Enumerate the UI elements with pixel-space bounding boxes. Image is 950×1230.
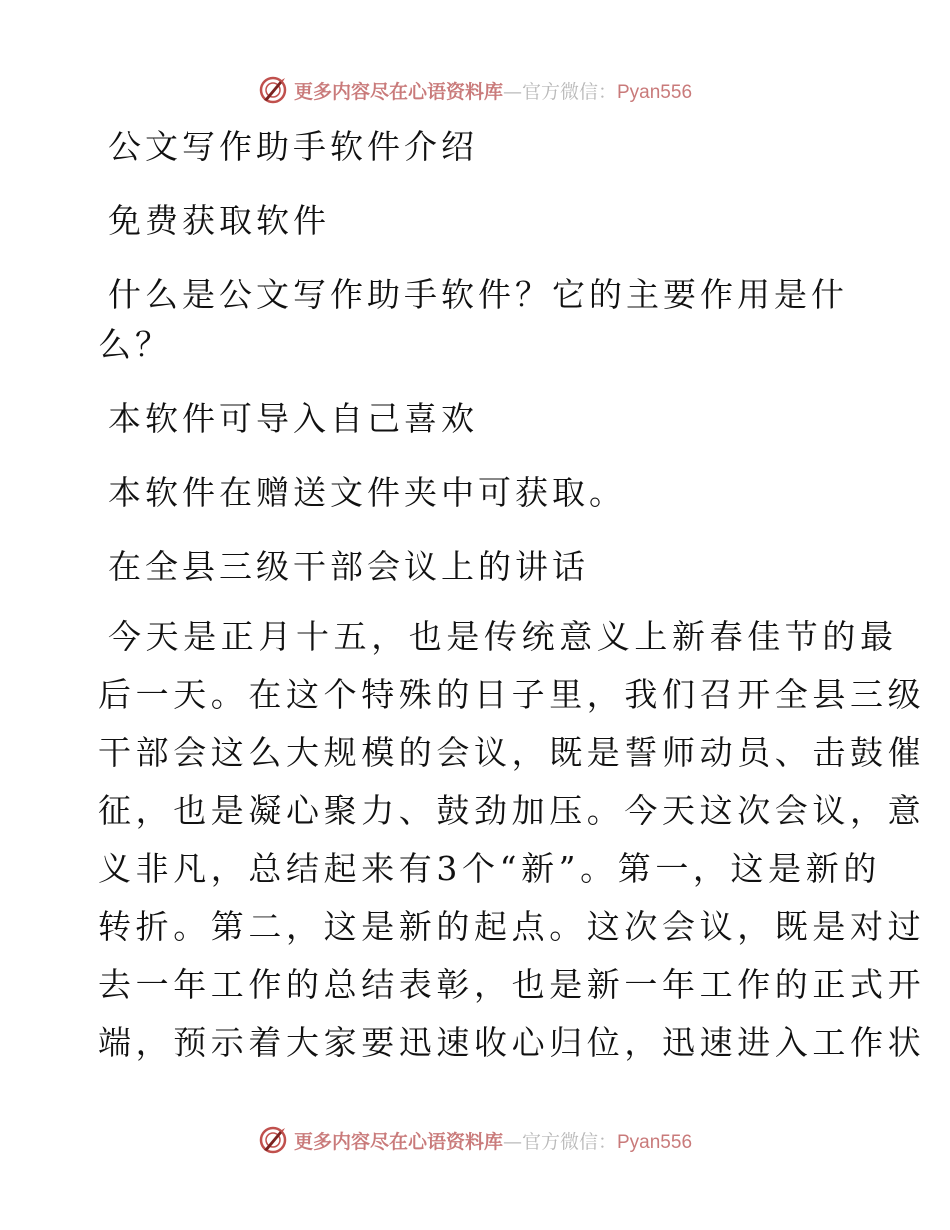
paragraph-line: 征，也是凝心聚力、鼓劲加压。今天这次会议，意: [98, 791, 926, 830]
watermark-separator: —: [502, 80, 522, 103]
watermark-wechat-id: Pyan556: [617, 81, 693, 103]
watermark-text: [294, 1127, 692, 1154]
paragraph-line: 后一天。在这个特殊的日子里，我们召开全县三级: [98, 675, 926, 714]
doc-line-software-intro: 公文写作助手软件介绍: [108, 127, 478, 166]
header-watermark: [0, 70, 950, 110]
watermark-brand: 更多内容尽在心语资料库: [293, 80, 503, 103]
speech-paragraph: [98, 608, 926, 1072]
doc-line-what-is-software: [98, 270, 858, 370]
watermark-separator: —: [502, 1130, 522, 1153]
watermark-wechat-label: 官方微信：: [521, 80, 617, 103]
paragraph-line: 去一年工作的总结表彰，也是新一年工作的正式开: [98, 965, 926, 1004]
doc-line-free-download: 免费获取软件: [108, 201, 330, 240]
doc-line-gift-folder: 本软件在赠送文件夹中可获取。: [108, 473, 626, 512]
doc-line-what-is-software-a: 什么是公文写作助手软件？它的主要作用是什: [108, 275, 848, 314]
watermark-text: [294, 77, 692, 104]
quill-seal-icon: [258, 75, 288, 105]
paragraph-line: 干部会这么大规模的会议，既是誓师动员、击鼓催: [98, 733, 926, 772]
watermark-wechat-label: 官方微信：: [521, 1130, 617, 1153]
paragraph-line: 转折。第二，这是新的起点。这次会议，既是对过: [98, 907, 926, 946]
paragraph-line: 今天是正月十五，也是传统意义上新春佳节的最: [108, 617, 898, 656]
doc-line-import: 本软件可导入自己喜欢: [108, 399, 478, 438]
watermark-brand: 更多内容尽在心语资料库: [293, 1130, 503, 1153]
document-body: [98, 122, 926, 1072]
speech-title: 在全县三级干部会议上的讲话: [108, 547, 589, 586]
paragraph-line: 义非凡，总结起来有3个“新”。第一，这是新的: [98, 849, 881, 888]
footer-watermark: [0, 1120, 950, 1160]
paragraph-line: 端，预示着大家要迅速收心归位，迅速进入工作状: [98, 1023, 926, 1062]
watermark-wechat-id: Pyan556: [617, 1131, 693, 1153]
doc-line-what-is-software-b: 么？: [98, 325, 172, 364]
quill-seal-icon: [258, 1125, 288, 1155]
